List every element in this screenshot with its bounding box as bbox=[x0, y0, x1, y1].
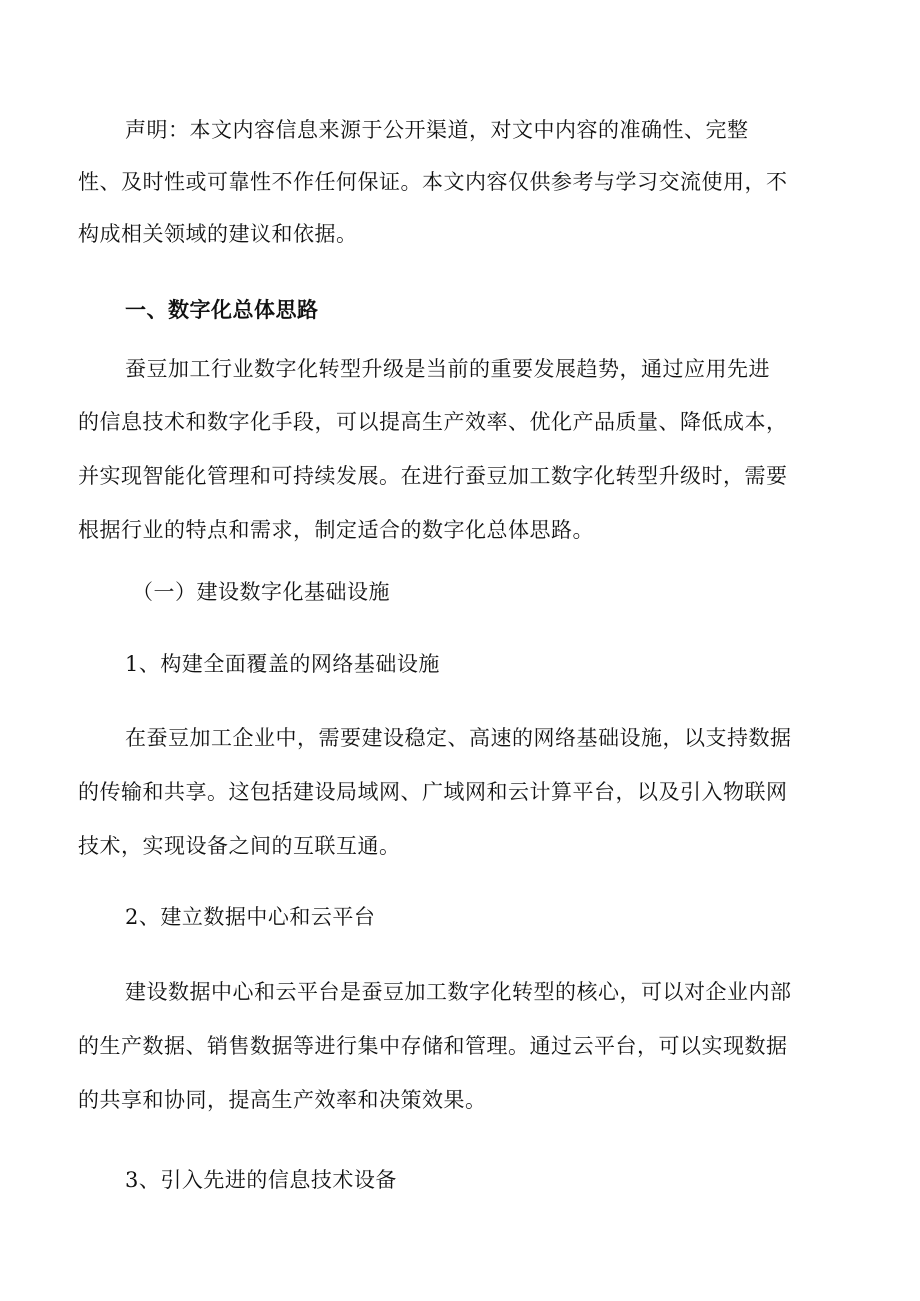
item-2-title: 2、建立数据中心和云平台 bbox=[125, 905, 376, 929]
section-para-line-3: 并实现智能化管理和可持续发展。在进行蚕豆加工数字化转型升级时，需要 bbox=[78, 464, 788, 488]
disclaimer-line-2: 性、及时性或可靠性不作任何保证。本文内容仅供参考与学习交流使用，不 bbox=[78, 170, 788, 194]
item-1-line-3: 技术，实现设备之间的互联互通。 bbox=[78, 834, 401, 858]
section-para-line-1: 蚕豆加工行业数字化转型升级是当前的重要发展趋势，通过应用先进 bbox=[125, 357, 770, 381]
item-3-title: 3、引入先进的信息技术设备 bbox=[125, 1168, 397, 1192]
section-para-line-2: 的信息技术和数字化手段，可以提高生产效率、优化产品质量、降低成本， bbox=[78, 410, 788, 434]
section-para-line-4: 根据行业的特点和需求，制定适合的数字化总体思路。 bbox=[78, 518, 594, 542]
item-1-line-1: 在蚕豆加工企业中，需要建设稳定、高速的网络基础设施，以支持数据 bbox=[125, 726, 792, 750]
item-2-line-1: 建设数据中心和云平台是蚕豆加工数字化转型的核心，可以对企业内部 bbox=[125, 980, 792, 1004]
section-heading: 一、数字化总体思路 bbox=[125, 297, 319, 322]
disclaimer-line-1: 声明：本文内容信息来源于公开渠道，对文中内容的准确性、完整 bbox=[125, 118, 749, 142]
disclaimer-line-3: 构成相关领域的建议和依据。 bbox=[78, 222, 358, 246]
item-2-line-2: 的生产数据、销售数据等进行集中存储和管理。通过云平台，可以实现数据 bbox=[78, 1034, 788, 1058]
item-1-line-2: 的传输和共享。这包括建设局域网、广域网和云计算平台，以及引入物联网 bbox=[78, 780, 788, 804]
item-2-line-3: 的共享和协同，提高生产效率和决策效果。 bbox=[78, 1088, 487, 1112]
item-1-title: 1、构建全面覆盖的网络基础设施 bbox=[125, 652, 440, 676]
subsection-heading: （一）建设数字化基础设施 bbox=[132, 580, 390, 604]
